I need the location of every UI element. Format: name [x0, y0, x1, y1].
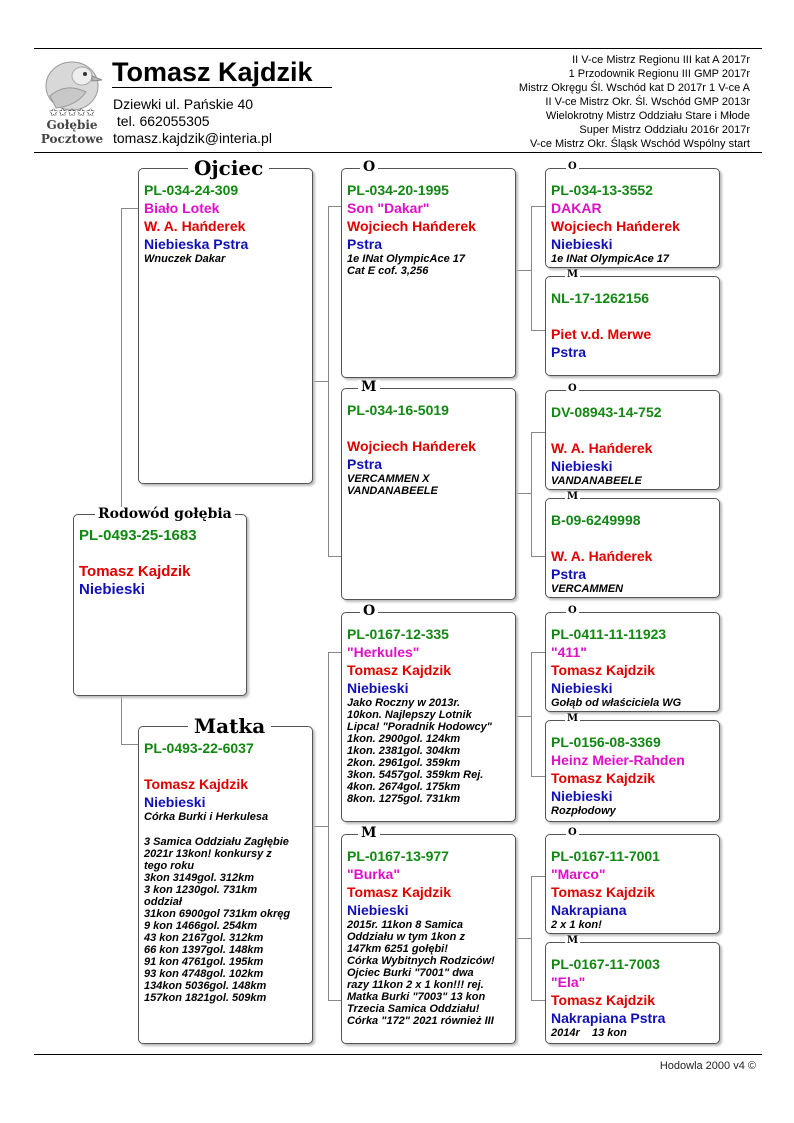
mff-note: Gołąb od właściciela WG: [551, 697, 682, 709]
mf-name: "Herkules": [347, 644, 420, 660]
fff-label: O: [568, 161, 577, 172]
mf-label: O: [360, 604, 378, 618]
fmf-note: VANDANABEELE: [551, 475, 642, 487]
mmf-name: "Marco": [551, 866, 606, 882]
pigeon-breeder: Tomasz Kajdzik: [79, 563, 191, 580]
connector: [328, 1000, 342, 1001]
father-color: Niebieska Pstra: [144, 236, 249, 252]
fmf-ring: DV-08943-14-752: [551, 404, 662, 420]
connector: [328, 556, 342, 557]
connector: [531, 206, 532, 330]
connector: [516, 938, 531, 939]
mf-breeder: Tomasz Kajdzik: [347, 662, 451, 678]
connector: [531, 1000, 545, 1001]
mmm-name: "Ela": [551, 974, 586, 990]
logo-text-2: Pocztowe: [40, 132, 104, 146]
connector: [531, 556, 545, 557]
connector: [313, 381, 328, 382]
mmf-breeder: Tomasz Kajdzik: [551, 884, 655, 900]
father-breeder: W. A. Hańderek: [144, 218, 246, 234]
pigeon-card[interactable]: [73, 514, 247, 696]
connector: [516, 270, 531, 271]
fmm-note: VERCAMMEN: [551, 583, 624, 595]
pigeon-ring: PL-0493-25-1683: [79, 527, 197, 544]
mother-note: Córka Burki i Herkulesa: [144, 811, 269, 823]
fmm-breeder: W. A. Hańderek: [551, 548, 653, 564]
ff-breeder: Wojciech Hańderek: [347, 218, 476, 234]
mm-label: M: [358, 826, 380, 840]
connector: [531, 776, 545, 777]
owner-underline: [112, 87, 332, 88]
mother-label: Matka: [188, 716, 271, 736]
mmm-color: Nakrapiana Pstra: [551, 1010, 666, 1026]
connector: [531, 330, 545, 331]
connector: [328, 652, 329, 1000]
fm-label: M: [358, 380, 380, 394]
connector: [328, 652, 342, 653]
connector: [313, 826, 328, 827]
title-line: 1 Przodownik Regionu III GMP 2017r: [568, 68, 750, 80]
ffm-ring: NL-17-1262156: [551, 290, 650, 306]
stars-icon: ✩✩✩✩✩: [48, 107, 96, 119]
mf-ring: PL-0167-12-335: [347, 626, 449, 642]
title-line: II V-ce Mistrz Regionu III kat A 2017r: [572, 54, 750, 66]
father-card[interactable]: [138, 168, 313, 484]
fm-ring: PL-034-16-5019: [347, 402, 449, 418]
mfm-color: Niebieski: [551, 788, 613, 804]
ff-note: 1e INat OlympicAce 17 Cat E cof. 3,256: [347, 253, 466, 277]
father-note: Wnuczek Dakar: [144, 253, 226, 265]
header-rule: [34, 152, 762, 153]
ggp-fff-card[interactable]: [545, 168, 720, 268]
owner-address: Dziewki ul. Pańskie 40: [113, 96, 254, 112]
connector: [328, 206, 329, 556]
ff-ring: PL-034-20-1995: [347, 182, 449, 198]
ff-name: Son "Dakar": [347, 200, 430, 216]
granddam-maternal-card[interactable]: [341, 834, 516, 1044]
title-line: V-ce Mistrz Okr. Śląsk Wschód Wspólny start: [529, 138, 750, 150]
mmf-note: 2 x 1 kon!: [551, 919, 602, 931]
mmf-label: O: [568, 827, 577, 838]
ggp-mmm-card[interactable]: [545, 942, 720, 1044]
connector: [516, 716, 531, 717]
mother-ring: PL-0493-22-6037: [144, 740, 254, 756]
connector: [121, 744, 139, 745]
mmf-ring: PL-0167-11-7001: [551, 848, 660, 864]
fm-note: VERCAMMEN X VANDANABEELE: [347, 473, 438, 497]
mm-breeder: Tomasz Kajdzik: [347, 884, 451, 900]
fff-ring: PL-034-13-3552: [551, 182, 653, 198]
mm-color: Niebieski: [347, 902, 409, 918]
ggp-fmf-card[interactable]: [545, 390, 720, 490]
mff-name: "411": [551, 644, 587, 660]
connector: [531, 876, 545, 877]
ff-label: O: [360, 160, 378, 174]
mm-ring: PL-0167-13-977: [347, 848, 449, 864]
connector: [531, 432, 545, 433]
mmf-color: Nakrapiana: [551, 902, 627, 918]
connector: [531, 876, 532, 1000]
connector: [531, 432, 532, 556]
connector: [121, 696, 122, 744]
mf-note: Jako Roczny w 2013r. 10kon. Najlepszy Lotnik Lipca! "Poradnik Hodowcy" 1kon. 2900gol. 124km 1kon. 2381gol. 304km 2kon. 2961gol. 359km 3kon. 5457gol. 359km Rej. 4kon. 2674gol. 175km 8kon. 1275gol. 731km: [347, 697, 492, 805]
mf-color: Niebieski: [347, 680, 409, 696]
father-ring: PL-034-24-309: [144, 182, 239, 198]
owner-name: Tomasz Kajdzik: [112, 57, 313, 87]
mmm-note: 2014r 13 kon: [551, 1027, 627, 1039]
ffm-color: Pstra: [551, 344, 587, 360]
fmm-ring: B-09-6249998: [551, 512, 641, 528]
mm-name: "Burka": [347, 866, 400, 882]
mfm-breeder: Tomasz Kajdzik: [551, 770, 655, 786]
mfm-name: Heinz Meier-Rahden: [551, 752, 685, 768]
grandsire-paternal-card[interactable]: [341, 168, 516, 378]
fmm-label: M: [567, 491, 579, 502]
mff-ring: PL-0411-11-11923: [551, 626, 667, 642]
fmf-color: Niebieski: [551, 458, 613, 474]
father-name: Biało Lotek: [144, 200, 220, 216]
connector: [531, 206, 545, 207]
mff-label: O: [568, 605, 577, 616]
mmm-breeder: Tomasz Kajdzik: [551, 992, 655, 1008]
mmm-label: M: [567, 935, 579, 946]
connector: [121, 208, 139, 209]
ggp-ffm-card[interactable]: [545, 276, 720, 376]
mother-color: Niebieski: [144, 794, 206, 810]
fm-color: Pstra: [347, 456, 383, 472]
fff-color: Niebieski: [551, 236, 613, 252]
owner-titles: [450, 53, 750, 151]
ffm-label: M: [567, 269, 579, 280]
mother-results: 3 Samica Oddziału Zagłębie 2021r 13kon! konkursy z tego roku 3kon 3149gol. 312km 3 kon 1230gol. 731km oddział 31kon 6900gol 731km okręg 9 kon 1466gol. 254km 43 kon 2167gol. 312km 66 kon 1397gol. 148km 91 kon 4761gol. 195km 93 kon 4748gol. 102km 134kon 5036gol. 148km 157kon 1821gol. 509km: [144, 836, 291, 1004]
mother-breeder: Tomasz Kajdzik: [144, 776, 248, 792]
mother-card[interactable]: [138, 726, 313, 1044]
connector: [328, 206, 342, 207]
ggp-fmm-card[interactable]: [545, 498, 720, 598]
ff-color: Pstra: [347, 236, 383, 252]
logo-text-1: Gołębie: [46, 118, 98, 132]
logo: [36, 56, 108, 148]
mff-color: Niebieski: [551, 680, 613, 696]
granddam-paternal-card[interactable]: [341, 388, 516, 600]
father-label: Ojciec: [188, 158, 269, 178]
connector: [531, 652, 545, 653]
title-line: Wielokrotny Mistrz Oddziału Stare i Młode: [545, 110, 750, 122]
fm-breeder: Wojciech Hańderek: [347, 438, 476, 454]
grandsire-maternal-card[interactable]: [341, 612, 516, 822]
fmf-breeder: W. A. Hańderek: [551, 440, 653, 456]
ggp-mmf-card[interactable]: [545, 834, 720, 934]
fff-name: DAKAR: [551, 200, 602, 216]
ffm-breeder: Piet v.d. Merwe: [551, 326, 652, 342]
owner-email[interactable]: tomasz.kajdzik@interia.pl: [113, 130, 272, 146]
connector: [531, 652, 532, 776]
pigeon-label: Rodowód gołębia: [95, 507, 235, 521]
owner-phone: tel. 662055305: [113, 113, 210, 129]
mfm-label: M: [567, 713, 579, 724]
connector: [516, 493, 531, 494]
title-line: Mistrz Okręgu Śl. Wschód kat D 2017r 1 V-ce A: [518, 82, 750, 94]
fff-note: 1e INat OlympicAce 17: [551, 253, 670, 265]
top-rule: [34, 48, 762, 49]
mm-note: 2015r. 11kon 8 Samica Oddziału w tym 1kon z 147km 6251 gołębi! Córka Wybitnych Rodziców! Ojciec Burki "7001" dwa razy 11kon 2 x 1 kon!!! rej. Matka Burki "7003" 13 kon Trzecia Samica Oddziału! Córka "172" 2021 również III: [347, 919, 495, 1027]
footer-text: Hodowla 2000 v4 ©: [659, 1060, 756, 1072]
connector: [121, 208, 122, 514]
ggp-mfm-card[interactable]: [545, 720, 720, 822]
fff-breeder: Wojciech Hańderek: [551, 218, 680, 234]
mmm-ring: PL-0167-11-7003: [551, 956, 660, 972]
ggp-mff-card[interactable]: [545, 612, 720, 712]
fmf-label: O: [568, 383, 577, 394]
mfm-ring: PL-0156-08-3369: [551, 734, 661, 750]
fmm-color: Pstra: [551, 566, 587, 582]
pigeon-color: Niebieski: [79, 581, 145, 598]
mff-breeder: Tomasz Kajdzik: [551, 662, 655, 678]
footer-rule: [34, 1054, 762, 1055]
mfm-note: Rozpłodowy: [551, 805, 616, 817]
title-line: Super Mistrz Oddziału 2016r 2017r: [579, 124, 750, 136]
title-line: II V-ce Mistrz Okr. Śl. Wschód GMP 2013r: [545, 96, 750, 108]
